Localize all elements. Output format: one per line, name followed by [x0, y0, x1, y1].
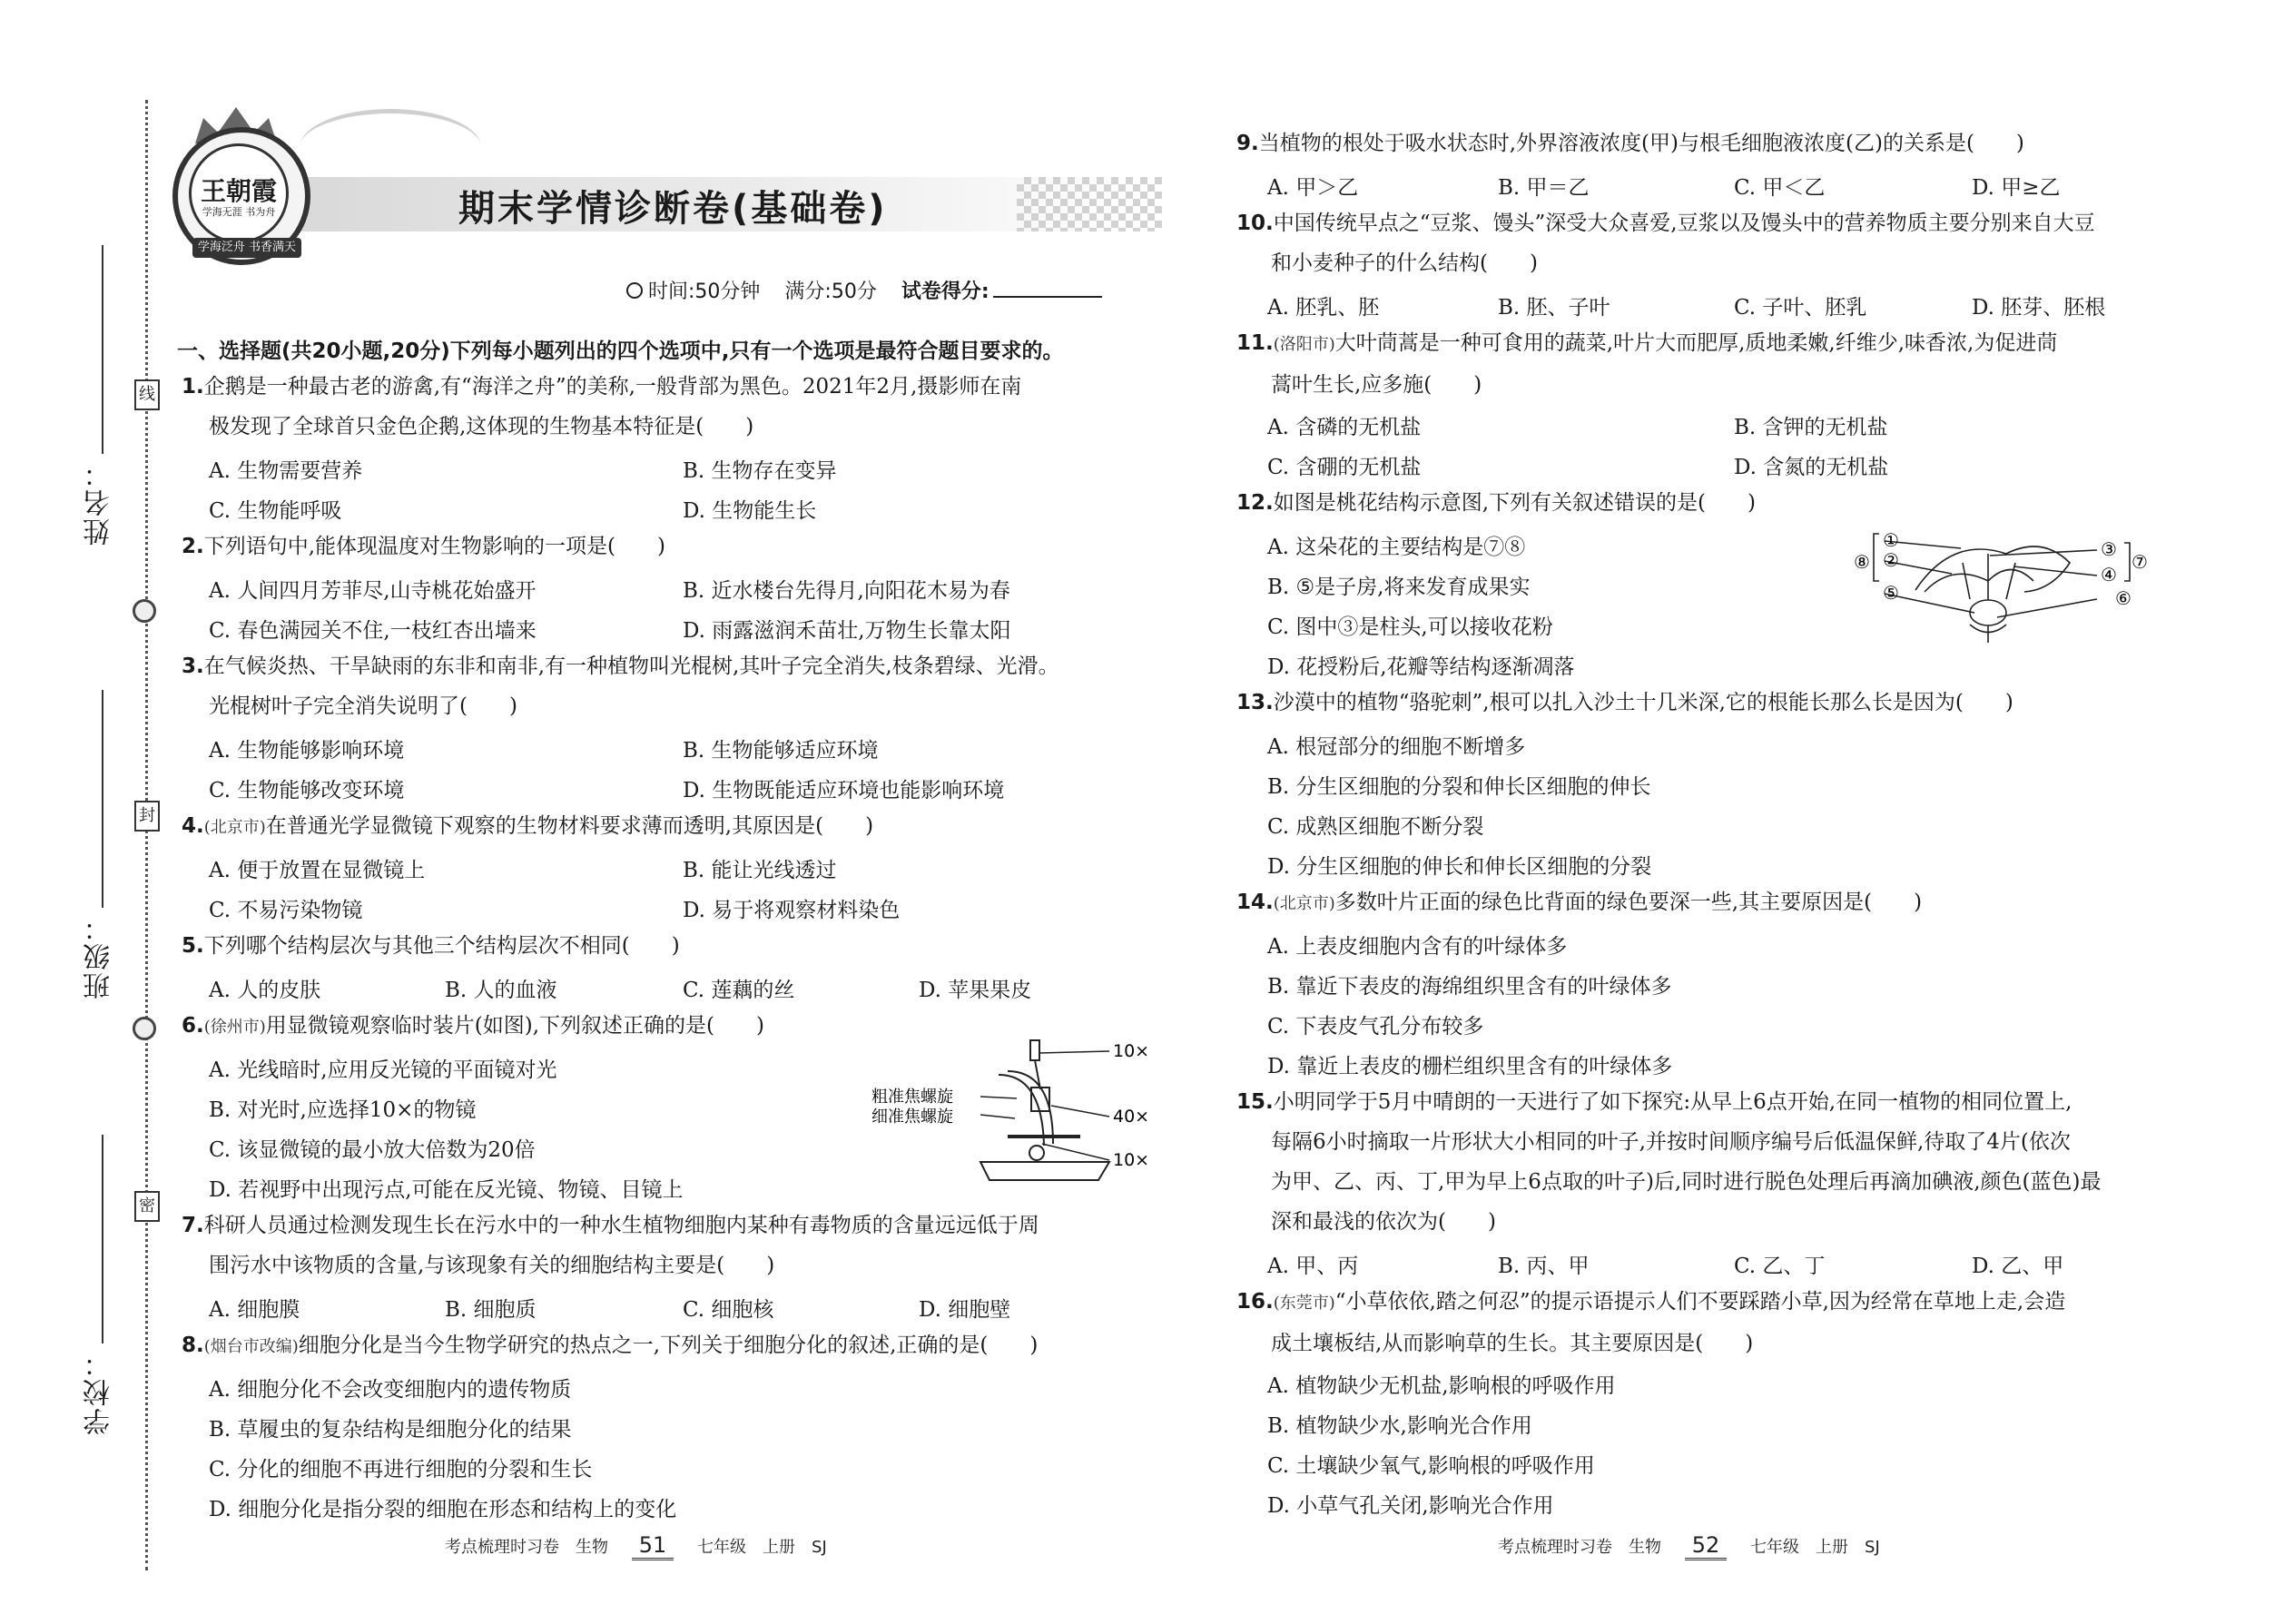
q14-option-b[interactable]: B. 靠近下表皮的海绵组织里含有的叶绿体多 [1267, 975, 1672, 999]
source-tag: (北京市) [203, 818, 266, 837]
q6-option-d[interactable]: D. 若视野中出现污点,可能在反光镜、物镜、目镜上 [209, 1178, 684, 1202]
q8-option-c[interactable]: C. 分化的细胞不再进行细胞的分裂和生长 [209, 1458, 593, 1481]
q13-option-b[interactable]: B. 分生区细胞的分裂和伸长区细胞的伸长 [1267, 775, 1651, 799]
q8-option-a[interactable]: A. 细胞分化不会改变细胞内的遗传物质 [209, 1378, 572, 1402]
footer-right: 考点梳理时习卷 生物 52 七年级 上册 SJ [1498, 1532, 1880, 1560]
q7-option-a[interactable]: A. 细胞膜 [209, 1298, 300, 1322]
flower-label-5: ⑤ [1883, 582, 1899, 604]
decorative-swoosh [300, 109, 481, 186]
seal-mark-close: 密 [134, 1191, 160, 1222]
question-2: 2.下列语句中,能体现温度对生物影响的一项是( ) [182, 535, 666, 558]
binding-ring-icon [133, 1017, 156, 1040]
q12-option-a[interactable]: A. 这朵花的主要结构是⑦⑧ [1267, 536, 1526, 559]
question-1: 1.企鹅是一种最古老的游禽,有“海洋之舟”的美称,一般背部为黑色。2021年2月,摄影师在南 极发现了全球首只金色企鹅,这体现的生物基本特征是( ) [182, 375, 1022, 438]
q12-option-c[interactable]: C. 图中③是柱头,可以接收花粉 [1267, 615, 1553, 639]
label-40x-objective: 40× [1113, 1107, 1150, 1127]
q2-option-a[interactable]: A. 人间四月芳菲尽,山寺桃花始盛开 [209, 579, 537, 603]
q14-option-d[interactable]: D. 靠近上表皮的栅栏组织里含有的叶绿体多 [1267, 1055, 1673, 1078]
exam-info [626, 276, 1102, 304]
q5-option-a[interactable]: A. 人的皮肤 [209, 979, 321, 1002]
binding-dotted-line [145, 100, 148, 1570]
q3-option-b[interactable]: B. 生物能够适应环境 [683, 739, 879, 763]
q5-option-c[interactable]: C. 莲藕的丝 [683, 979, 795, 1002]
flower-label-2: ② [1883, 549, 1899, 571]
question-5: 5.下列哪个结构层次与其他三个结构层次不相同( ) [182, 934, 680, 958]
school-fill-line [102, 1135, 103, 1343]
q6-option-c[interactable]: C. 该显微镜的最小放大倍数为20倍 [209, 1138, 536, 1162]
q9-option-d[interactable]: D. 甲≥乙 [1972, 176, 2061, 200]
question-8: 8.(烟台市改编)细胞分化是当今生物学研究的热点之一,下列关于细胞分化的叙述,正确的是( ) [182, 1334, 1039, 1357]
flower-label-7: ⑦ [2132, 551, 2148, 573]
name-label: 姓名： [84, 458, 115, 546]
q16-option-d[interactable]: D. 小草气孔关闭,影响光合作用 [1267, 1494, 1554, 1518]
flower-label-3: ③ [2101, 538, 2117, 560]
q15-option-a[interactable]: A. 甲、丙 [1267, 1255, 1359, 1278]
q15-option-b[interactable]: B. 丙、甲 [1498, 1255, 1590, 1278]
label-coarse-focus: 粗准焦螺旋 [871, 1088, 953, 1107]
q8-option-b[interactable]: B. 草履虫的复杂结构是细胞分化的结果 [209, 1418, 572, 1442]
q15-option-c[interactable]: C. 乙、丁 [1734, 1255, 1826, 1278]
q3-option-d[interactable]: D. 生物既能适应环境也能影响环境 [683, 779, 1005, 802]
logo-ribbon: 学海泛舟 书香满天 [192, 238, 301, 258]
checker-pattern [1017, 177, 1162, 231]
q3-option-a[interactable]: A. 生物能够影响环境 [209, 739, 405, 763]
school-label: 学校： [84, 1348, 115, 1435]
q4-option-c[interactable]: C. 不易污染物镜 [209, 899, 363, 922]
question-6: 6.(徐州市)用显微镜观察临时装片(如图),下列叙述正确的是( ) [182, 1014, 765, 1038]
source-tag: (东莞市) [1273, 1294, 1335, 1313]
time-label: 时间:50分钟 [648, 281, 761, 303]
class-label: 班级： [84, 912, 115, 999]
q7-option-c[interactable]: C. 细胞核 [683, 1298, 774, 1322]
seal-mark-seal: 封 [134, 801, 160, 832]
q7-option-d[interactable]: D. 细胞壁 [919, 1298, 1011, 1322]
question-3: 3.在气候炎热、干旱缺雨的东非和南非,有一种植物叫光棍树,其叶子完全消失,枝条碧绿、光滑。 光棍树叶子完全消失说明了( ) [182, 655, 1059, 718]
q2-option-d[interactable]: D. 雨露滋润禾苗壮,万物生长靠太阳 [683, 619, 1011, 643]
q16-option-c[interactable]: C. 土壤缺少氧气,影响根的呼吸作用 [1267, 1454, 1595, 1478]
question-15: 15.小明同学于5月中晴朗的一天进行了如下探究:从早上6点开始,在同一植物的相同位置上, 每隔6小时摘取一片形状大小相同的叶子,并按时间顺序编号后低温保鲜,待取了4片(依次 为甲、乙、丙、丁,甲为早上6点取的叶子)后,同时进行脱色处理后再滴加碘液,颜色(蓝色)最 深和最浅的依次为( ) [1236, 1090, 2102, 1234]
q10-option-d[interactable]: D. 胚芽、胚根 [1972, 296, 2106, 320]
q6-option-b[interactable]: B. 对光时,应选择10×的物镜 [209, 1098, 477, 1122]
q10-option-c[interactable]: C. 子叶、胚乳 [1734, 296, 1867, 320]
q11-option-b[interactable]: B. 含钾的无机盐 [1734, 416, 1888, 439]
name-fill-line [102, 245, 103, 454]
q1-option-a[interactable]: A. 生物需要营养 [209, 459, 363, 483]
q10-option-a[interactable]: A. 胚乳、胚 [1267, 296, 1380, 320]
full-score-label: 满分:50分 [784, 281, 877, 303]
q15-option-d[interactable]: D. 乙、甲 [1972, 1255, 2064, 1278]
q5-option-d[interactable]: D. 苹果果皮 [919, 979, 1032, 1002]
score-label: 试卷得分: [901, 281, 989, 303]
q14-option-c[interactable]: C. 下表皮气孔分布较多 [1267, 1015, 1484, 1038]
q13-option-a[interactable]: A. 根冠部分的细胞不断增多 [1267, 735, 1526, 759]
logo-motto: 学海无涯 书为舟 [202, 206, 276, 218]
logo-text: 王朝霞 [200, 176, 277, 206]
flower-label-8: ⑧ [1854, 551, 1870, 573]
question-10: 10.中国传统早点之“豆浆、馒头”深受大众喜爱,豆浆以及馒头中的营养物质主要分别来自大豆 和小麦种子的什么结构( ) [1236, 212, 2095, 275]
peach-flower-figure [1852, 527, 2151, 648]
q4-option-a[interactable]: A. 便于放置在显微镜上 [209, 859, 426, 882]
question-4: 4.(北京市)在普通光学显微镜下观察的生物材料要求薄而透明,其原因是( ) [182, 814, 874, 838]
class-fill-line [102, 690, 103, 908]
section-title: 一、选择题(共20小题,20分)下列每小题列出的四个选项中,只有一个选项是最符合题目要求的。 [177, 340, 1064, 363]
q1-option-b[interactable]: B. 生物存在变异 [683, 459, 837, 483]
question-16: 16.(东莞市)“小草依依,踏之何忍”的提示语提示人们不要踩踏小草,因为经常在草地上走,会造 成土壤板结,从而影响草的生长。其主要原因是( ) [1236, 1290, 2066, 1355]
q11-option-c[interactable]: C. 含硼的无机盐 [1267, 456, 1422, 479]
flower-label-6: ⑥ [2115, 587, 2132, 609]
q3-option-c[interactable]: C. 生物能够改变环境 [209, 779, 405, 802]
label-10x-objective: 10× [1113, 1150, 1150, 1170]
q10-option-b[interactable]: B. 胚、子叶 [1498, 296, 1610, 320]
q12-option-d[interactable]: D. 花授粉后,花瓣等结构逐渐凋落 [1267, 655, 1575, 679]
page-number: 51 [632, 1532, 674, 1560]
q1-option-c[interactable]: C. 生物能呼吸 [209, 499, 342, 523]
question-7: 7.科研人员通过检测发现生长在污水中的一种水生植物细胞内某种有毒物质的含量远远低于周 围污水中该物质的含量,与该现象有关的细胞结构主要是( ) [182, 1214, 1039, 1277]
q1-option-d[interactable]: D. 生物能生长 [683, 499, 817, 523]
q4-option-b[interactable]: B. 能让光线透过 [683, 859, 837, 882]
q11-option-a[interactable]: A. 含磷的无机盐 [1267, 416, 1422, 439]
label-fine-focus: 细准焦螺旋 [871, 1107, 953, 1127]
q11-option-d[interactable]: D. 含氮的无机盐 [1734, 456, 1889, 479]
q9-option-c[interactable]: C. 甲＜乙 [1734, 176, 1826, 200]
footer-left: 考点梳理时习卷 生物 51 七年级 上册 SJ [445, 1532, 827, 1560]
q6-option-a[interactable]: A. 光线暗时,应用反光镜的平面镜对光 [209, 1058, 557, 1082]
clock-icon [626, 282, 643, 299]
flower-label-1: ① [1883, 529, 1899, 551]
q5-option-b[interactable]: B. 人的血液 [445, 979, 557, 1002]
page-number: 52 [1685, 1532, 1728, 1560]
q16-option-a[interactable]: A. 植物缺少无机盐,影响根的呼吸作用 [1267, 1374, 1616, 1398]
q16-option-b[interactable]: B. 植物缺少水,影响光合作用 [1267, 1414, 1532, 1438]
question-13: 13.沙漠中的植物“骆驼刺”,根可以扎入沙土十几米深,它的根能长那么长是因为( ) [1236, 691, 2013, 714]
q7-option-b[interactable]: B. 细胞质 [445, 1298, 537, 1322]
seal-mark-line: 线 [134, 379, 160, 410]
question-14: 14.(北京市)多数叶片正面的绿色比背面的绿色要深一些,其主要原因是( ) [1236, 891, 1923, 914]
q12-option-b[interactable]: B. ⑤是子房,将来发育成果实 [1267, 576, 1531, 599]
source-tag: (洛阳市) [1273, 335, 1335, 354]
binding-ring-icon [133, 599, 156, 623]
question-11: 11.(洛阳市)大叶茼蒿是一种可食用的蔬菜,叶片大而肥厚,质地柔嫩,纤维少,味香浓,为促进茼 蒿叶生长,应多施( ) [1236, 331, 2058, 397]
q2-option-c[interactable]: C. 春色满园关不住,一枝红杏出墙来 [209, 619, 537, 643]
q2-option-b[interactable]: B. 近水楼台先得月,向阳花木易为春 [683, 579, 1010, 603]
source-tag: (烟台市改编) [203, 1337, 299, 1356]
q8-option-d[interactable]: D. 细胞分化是指分裂的细胞在形态和结构上的变化 [209, 1498, 677, 1521]
q4-option-d[interactable]: D. 易于将观察材料染色 [683, 899, 901, 922]
question-12: 12.如图是桃花结构示意图,下列有关叙述错误的是( ) [1236, 491, 1757, 515]
source-tag: (徐州市) [203, 1018, 266, 1037]
q13-option-c[interactable]: C. 成熟区细胞不断分裂 [1267, 815, 1484, 839]
q9-option-a[interactable]: A. 甲＞乙 [1267, 176, 1359, 200]
flower-label-4: ④ [2101, 564, 2117, 586]
question-9: 9.当植物的根处于吸水状态时,外界溶液浓度(甲)与根毛细胞液浓度(乙)的关系是( ) [1236, 132, 2024, 155]
microscope-figure [871, 1035, 1162, 1202]
q14-option-a[interactable]: A. 上表皮细胞内含有的叶绿体多 [1267, 935, 1568, 959]
exam-title: 期末学情诊断卷(基础卷) [458, 188, 888, 230]
q13-option-d[interactable]: D. 分生区细胞的伸长和伸长区细胞的分裂 [1267, 855, 1652, 879]
score-fill-line[interactable] [993, 296, 1102, 298]
source-tag: (北京市) [1273, 894, 1335, 913]
label-10x-eyepiece: 10× [1113, 1041, 1150, 1061]
q9-option-b[interactable]: B. 甲＝乙 [1498, 176, 1590, 200]
